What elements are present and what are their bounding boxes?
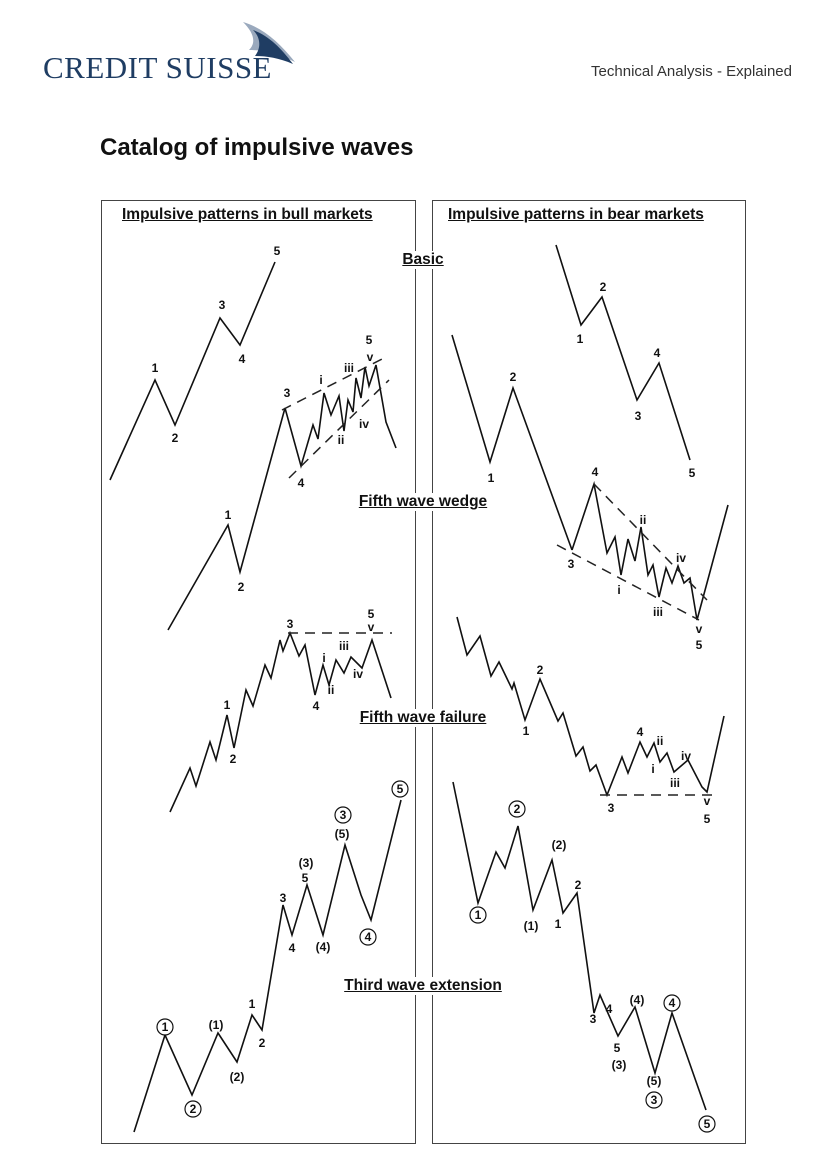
svg-text:1: 1 — [487, 471, 495, 485]
wave-line — [285, 365, 396, 466]
svg-text:1: 1 — [554, 917, 562, 931]
bull-panel-heading: Impulsive patterns in bull markets — [122, 206, 373, 223]
svg-text:(2): (2) — [551, 838, 567, 852]
svg-text:4: 4 — [653, 346, 661, 360]
svg-text:1: 1 — [223, 698, 231, 712]
svg-text:(3): (3) — [298, 856, 314, 870]
svg-text:(2): (2) — [229, 1070, 245, 1084]
svg-text:2: 2 — [536, 663, 544, 677]
svg-text:i: i — [319, 373, 323, 387]
svg-text:4: 4 — [297, 476, 305, 490]
svg-text:(1): (1) — [208, 1018, 224, 1032]
svg-text:1: 1 — [224, 508, 232, 522]
svg-text:3: 3 — [339, 808, 347, 822]
svg-text:2: 2 — [574, 878, 582, 892]
svg-text:5: 5 — [613, 1041, 621, 1055]
svg-text:3: 3 — [589, 1012, 597, 1026]
svg-text:2: 2 — [513, 802, 521, 816]
svg-text:(4): (4) — [629, 993, 645, 1007]
wave-line — [110, 262, 275, 480]
svg-text:iv: iv — [352, 667, 364, 681]
svg-text:v: v — [695, 622, 703, 636]
svg-text:5: 5 — [695, 638, 703, 652]
svg-text:3: 3 — [283, 386, 291, 400]
svg-text:ii: ii — [337, 433, 345, 447]
wave-line — [452, 335, 572, 550]
svg-text:2: 2 — [258, 1036, 266, 1050]
svg-text:1: 1 — [576, 332, 584, 346]
svg-text:i: i — [651, 762, 655, 776]
svg-text:i: i — [617, 583, 621, 597]
bull-wedge-diagram — [168, 333, 396, 630]
bull-extension-diagram — [134, 781, 408, 1132]
svg-text:(4): (4) — [315, 940, 331, 954]
svg-text:v: v — [366, 350, 374, 364]
svg-text:iii: iii — [652, 605, 664, 619]
section-label-basic: Basic — [398, 251, 447, 269]
page-title: Catalog of impulsive waves — [100, 134, 414, 161]
svg-text:1: 1 — [474, 908, 482, 922]
svg-text:(5): (5) — [334, 827, 350, 841]
svg-text:4: 4 — [238, 352, 246, 366]
svg-text:4: 4 — [288, 941, 296, 955]
svg-text:iv: iv — [358, 417, 370, 431]
svg-text:4: 4 — [605, 1002, 613, 1016]
svg-text:5: 5 — [396, 782, 404, 796]
svg-text:4: 4 — [636, 725, 644, 739]
svg-text:3: 3 — [286, 617, 294, 631]
svg-text:5: 5 — [273, 244, 281, 258]
svg-text:4: 4 — [591, 465, 599, 479]
svg-text:v: v — [703, 794, 711, 808]
svg-text:2: 2 — [237, 580, 245, 594]
svg-text:3: 3 — [634, 409, 642, 423]
svg-text:ii: ii — [656, 734, 664, 748]
section-label-third-wave-extension: Third wave extension — [340, 977, 506, 995]
svg-text:ii: ii — [327, 683, 335, 697]
svg-text:v: v — [367, 620, 375, 634]
section-label-fifth-wave-wedge: Fifth wave wedge — [355, 493, 491, 511]
svg-text:iv: iv — [680, 749, 692, 763]
svg-text:5: 5 — [703, 812, 711, 826]
wave-line — [453, 782, 706, 1110]
svg-text:ii: ii — [639, 513, 647, 527]
svg-text:5: 5 — [703, 1117, 711, 1131]
svg-text:3: 3 — [650, 1093, 658, 1107]
svg-text:2: 2 — [189, 1102, 197, 1116]
svg-text:i: i — [322, 651, 326, 665]
svg-text:3: 3 — [567, 557, 575, 571]
wave-line — [134, 800, 401, 1132]
svg-text:1: 1 — [248, 997, 256, 1011]
wave-line — [556, 245, 690, 460]
svg-text:5: 5 — [365, 333, 373, 347]
svg-text:4: 4 — [668, 996, 676, 1010]
svg-text:2: 2 — [171, 431, 179, 445]
svg-text:(3): (3) — [611, 1058, 627, 1072]
svg-text:5: 5 — [301, 871, 309, 885]
bear-failure-diagram — [457, 617, 724, 826]
svg-text:5: 5 — [367, 607, 375, 621]
logo-text: CREDIT SUISSE — [43, 50, 272, 85]
bear-extension-diagram — [453, 782, 715, 1132]
svg-text:3: 3 — [607, 801, 615, 815]
svg-text:3: 3 — [218, 298, 226, 312]
wave-line — [457, 617, 724, 795]
svg-text:(1): (1) — [523, 919, 539, 933]
svg-text:iii: iii — [338, 639, 350, 653]
svg-text:5: 5 — [688, 466, 696, 480]
svg-text:2: 2 — [229, 752, 237, 766]
svg-text:2: 2 — [509, 370, 517, 384]
svg-text:2: 2 — [599, 280, 607, 294]
wave-line — [572, 484, 728, 620]
svg-text:iii: iii — [669, 776, 681, 790]
svg-text:1: 1 — [161, 1020, 169, 1034]
svg-text:(5): (5) — [646, 1074, 662, 1088]
bear-panel-heading: Impulsive patterns in bear markets — [448, 206, 704, 223]
bear-wedge-diagram — [557, 465, 728, 652]
svg-text:1: 1 — [522, 724, 530, 738]
bull-basic-diagram — [110, 244, 281, 480]
svg-text:1: 1 — [151, 361, 159, 375]
svg-text:4: 4 — [312, 699, 320, 713]
svg-text:iv: iv — [675, 551, 687, 565]
svg-text:4: 4 — [364, 930, 372, 944]
svg-text:3: 3 — [279, 891, 287, 905]
svg-text:iii: iii — [343, 361, 355, 375]
section-label-fifth-wave-failure: Fifth wave failure — [356, 709, 491, 727]
document-subtitle: Technical Analysis - Explained — [591, 63, 792, 80]
